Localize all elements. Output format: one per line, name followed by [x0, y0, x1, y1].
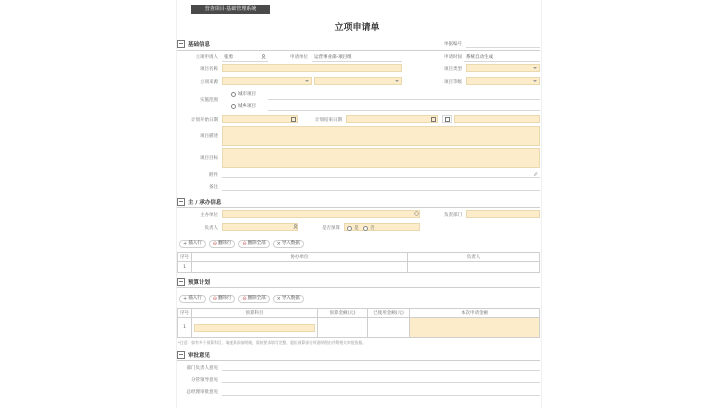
radio-button[interactable]	[363, 226, 368, 231]
scope-text-field	[268, 99, 540, 100]
applicant-label: 立项申请人	[195, 55, 218, 60]
plan-start-label: 计划开始日期	[191, 118, 218, 123]
budget-no[interactable]	[363, 225, 375, 231]
table-row	[178, 318, 540, 338]
column-header: 协办单位	[192, 253, 408, 262]
plan-end-label: 计划结束日期	[315, 118, 342, 123]
section-icon	[177, 198, 185, 206]
desc-label: 项目描述	[200, 134, 218, 139]
level-label: 项目等级	[444, 80, 462, 85]
close-icon: ×	[276, 241, 281, 247]
import-data-button[interactable]	[273, 240, 304, 248]
scope-radio-1[interactable]	[231, 91, 256, 97]
attach-icon[interactable]	[533, 171, 538, 176]
plan-end-input[interactable]	[346, 115, 438, 123]
source-select[interactable]	[222, 77, 312, 85]
remark-field	[222, 190, 540, 191]
approval-dept-field	[222, 370, 540, 371]
dropdown-icon	[395, 80, 399, 82]
button-label: 插入行	[188, 296, 202, 301]
minus-icon: ⊖	[242, 241, 247, 247]
approval-gm-field	[222, 395, 540, 396]
table-row	[178, 262, 540, 273]
calendar-icon[interactable]	[431, 117, 436, 122]
calendar-icon[interactable]	[445, 117, 450, 122]
delete-all-button[interactable]	[238, 240, 269, 248]
section-title: 审批意见	[188, 353, 211, 359]
radio-label: 城市项目	[238, 92, 256, 97]
source-label: 立项来源	[200, 80, 218, 85]
table-cell: 1	[178, 262, 192, 273]
applicant-value: 张勇	[224, 55, 233, 60]
table-cell[interactable]	[408, 262, 540, 273]
table-cell[interactable]	[192, 262, 408, 273]
table-cell[interactable]	[368, 318, 410, 338]
column-header: 已使用金额(元)	[368, 309, 410, 318]
minus-icon: ⊖	[212, 296, 217, 302]
project-type-label: 项目类型	[444, 67, 462, 72]
project-name-input[interactable]	[222, 64, 402, 72]
button-label: 导入数据	[281, 241, 300, 246]
table-header-row	[178, 309, 540, 318]
scope-text-field-2	[268, 110, 540, 111]
radio-label: 否	[370, 226, 375, 231]
attach-label: 附件	[209, 173, 218, 178]
radio-button[interactable]	[347, 226, 352, 231]
remark-label: 备注	[209, 185, 218, 190]
goal-label: 项目目标	[200, 156, 218, 161]
calendar-icon[interactable]	[291, 117, 296, 122]
section-title: 基础信息	[188, 42, 211, 48]
table-cell[interactable]	[410, 318, 540, 338]
plan-toolbar	[179, 295, 304, 303]
goal-textarea[interactable]	[222, 148, 540, 168]
budget-subject-input[interactable]	[194, 324, 315, 332]
section-divider	[177, 207, 540, 208]
radio-label: 城乡项目	[238, 104, 256, 109]
column-header: 本次申请金额	[410, 309, 540, 318]
insert-row-button[interactable]	[179, 240, 206, 248]
close-icon: ×	[276, 296, 281, 302]
table-cell[interactable]	[192, 318, 318, 338]
scope-radio-2[interactable]	[231, 103, 256, 109]
radio-button[interactable]	[231, 104, 236, 109]
button-label: 删除行	[217, 296, 232, 301]
column-header: 负责人	[408, 253, 540, 262]
applicant-field	[222, 61, 268, 62]
section-title: 主 / 承办信息	[188, 200, 222, 206]
import-data-button[interactable]	[273, 295, 304, 303]
person-icon[interactable]	[293, 224, 298, 229]
insert-row-button[interactable]	[179, 295, 206, 303]
button-label: 插入行	[188, 241, 202, 246]
budget-label: 是否预算	[322, 226, 340, 231]
apply-date-label: 申请时间	[444, 55, 462, 60]
picker-icon[interactable]	[414, 211, 419, 216]
plan-extra-input[interactable]	[454, 115, 540, 123]
minus-icon: ⊖	[212, 241, 217, 247]
delete-all-button[interactable]	[238, 295, 269, 303]
project-type-select[interactable]	[466, 64, 540, 72]
level-select[interactable]	[466, 77, 540, 85]
approval-dept-label: 部门负责人意见	[186, 366, 218, 371]
dept-label: 申请单位	[290, 55, 308, 60]
dropdown-icon	[533, 67, 537, 69]
scope-label: 实施范围	[200, 98, 218, 103]
desc-textarea[interactable]	[222, 126, 540, 146]
party-table	[177, 252, 540, 273]
contact-label: 负责部门	[444, 213, 462, 218]
minus-icon: ⊖	[242, 296, 247, 302]
radio-button[interactable]	[231, 92, 236, 97]
section-header-approval	[177, 350, 210, 360]
button-label: 删除全部	[247, 296, 266, 301]
plan-note: *注意：如有多个预算科目，请逐条添加明细，需按要求填写完整，超出预算部分须说明理由并附相关审批依据。	[178, 340, 366, 345]
section-icon	[177, 278, 185, 286]
section-header-party	[177, 197, 221, 207]
plan-start-input[interactable]	[222, 115, 298, 123]
host-input[interactable]	[222, 210, 420, 218]
party-toolbar	[179, 240, 304, 248]
column-header: 序号	[178, 309, 192, 318]
person-icon[interactable]	[261, 54, 266, 59]
plus-icon: +	[183, 241, 188, 247]
budget-radio-group[interactable]	[344, 223, 420, 231]
dropdown-icon	[305, 80, 309, 82]
order-no-label: 单据编号	[444, 42, 462, 47]
dept-field	[312, 61, 402, 62]
leader-label: 负责人	[204, 226, 218, 231]
leader-input[interactable]	[222, 223, 298, 231]
plan-table	[177, 308, 540, 338]
budget-yes[interactable]	[347, 225, 359, 231]
host-label: 主办单位	[200, 213, 218, 218]
table-cell: 1	[178, 318, 192, 338]
project-name-label: 项目名称	[200, 67, 218, 72]
contact-input[interactable]	[466, 210, 540, 218]
approval-leader-field	[222, 382, 540, 383]
section-header-plan	[177, 277, 210, 287]
button-label: 导入数据	[281, 296, 300, 301]
form-title: 立项申请单	[334, 23, 380, 33]
delete-row-button[interactable]	[209, 240, 236, 248]
delete-row-button[interactable]	[209, 295, 236, 303]
section-divider	[177, 50, 540, 51]
dept-value: 运营事业部-项目组	[314, 55, 352, 60]
section-icon	[177, 351, 185, 359]
source-sub-select[interactable]	[314, 77, 402, 85]
approval-leader-label: 分管领导意见	[191, 378, 218, 383]
order-no-field	[466, 47, 540, 48]
plus-icon: +	[183, 296, 188, 302]
section-divider	[177, 287, 540, 288]
section-header-basic	[177, 39, 210, 49]
calendar-button[interactable]	[442, 115, 452, 123]
approval-gm-label: 总经理审批意见	[186, 390, 218, 395]
column-header: 序号	[178, 253, 192, 262]
dropdown-icon	[533, 80, 537, 82]
apply-date-field	[464, 61, 540, 62]
section-icon	[177, 40, 185, 48]
button-label: 删除行	[217, 241, 232, 246]
section-title: 预算计划	[188, 280, 211, 286]
apply-date-value: 系统自动生成	[466, 55, 493, 60]
button-label: 删除全部	[247, 241, 266, 246]
section-divider	[177, 360, 540, 361]
attach-field[interactable]	[222, 170, 540, 178]
system-title-bar: 营查项目·基础管理系统	[191, 5, 270, 14]
column-header: 预算金额(元)	[318, 309, 368, 318]
table-header-row	[178, 253, 540, 262]
column-header: 预算科目	[192, 309, 318, 318]
table-cell[interactable]	[318, 318, 368, 338]
radio-label: 是	[354, 226, 359, 231]
